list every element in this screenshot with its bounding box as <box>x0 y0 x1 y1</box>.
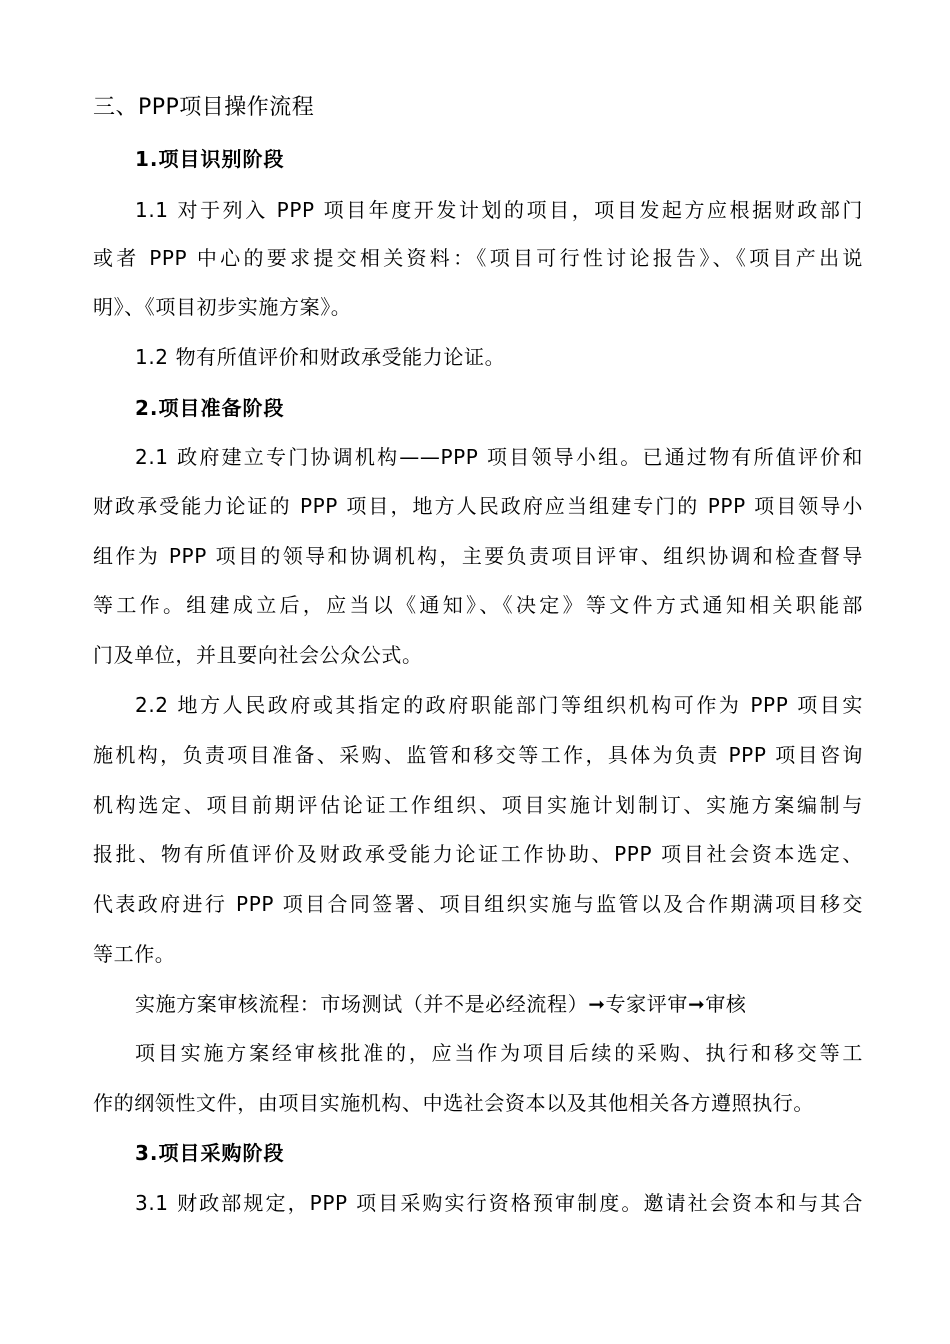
paragraph-2-1-line-4: 等工作。组建成立后，应当以《通知》、《决定》等文件方式通知相关职能部 <box>93 593 863 617</box>
section-2-heading: 2.项目准备阶段 <box>135 396 285 420</box>
paragraph-2-2-line-5: 代表政府进行 PPP 项目合同签署、项目组织实施与监管以及合作期满项目移交 <box>93 892 863 916</box>
section-1-heading: 1.项目识别阶段 <box>135 147 285 171</box>
paragraph-1-2: 1.2 物有所值评价和财政承受能力论证。 <box>135 345 506 369</box>
paragraph-2-2-line-4: 报批、物有所值评价及财政承受能力论证工作协助、PPP 项目社会资本选定、 <box>93 842 863 866</box>
paragraph-2-1-line-2: 财政承受能力论证的 PPP 项目，地方人民政府应当组建专门的 PPP 项目领导小 <box>93 494 863 518</box>
paragraph-2-1-line-5: 门及单位，并且要向社会公众公式。 <box>93 643 423 667</box>
paragraph-3-1-line-1: 3.1 财政部规定，PPP 项目采购实行资格预审制度。邀请社会资本和与其合 <box>135 1191 863 1215</box>
paragraph-2-2-line-3: 机构选定、项目前期评估论证工作组织、项目实施计划制订、实施方案编制与 <box>93 793 863 817</box>
paragraph-2-1-line-1: 2.1 政府建立专门协调机构——PPP 项目领导小组。已通过物有所值评价和 <box>135 445 863 469</box>
paragraph-2-2-line-2: 施机构，负责项目准备、采购、监管和移交等工作，具体为负责 PPP 项目咨询 <box>93 743 863 767</box>
paragraph-1-1-line-1: 1.1 对于列入 PPP 项目年度开发计划的项目，项目发起方应根据财政部门 <box>135 198 863 222</box>
paragraph-1-1-line-2: 或者 PPP 中心的要求提交相关资料：《项目可行性讨论报告》、《项目产出说 <box>93 246 863 270</box>
section-title: 三、PPP项目操作流程 <box>93 95 315 120</box>
approved-plan-line-1: 项目实施方案经审核批准的，应当作为项目后续的采购、执行和移交等工 <box>135 1041 863 1065</box>
review-flow-line: 实施方案审核流程：市场测试（并不是必经流程）➞专家评审➞审核 <box>135 992 747 1016</box>
paragraph-2-2-line-6: 等工作。 <box>93 942 176 966</box>
section-3-heading: 3.项目采购阶段 <box>135 1141 285 1165</box>
paragraph-2-1-line-3: 组作为 PPP 项目的领导和协调机构，主要负责项目评审、组织协调和检查督导 <box>93 544 863 568</box>
paragraph-2-2-line-1: 2.2 地方人民政府或其指定的政府职能部门等组织机构可作为 PPP 项目实 <box>135 693 863 717</box>
paragraph-1-1-line-3: 明》、《项目初步实施方案》。 <box>93 295 352 319</box>
approved-plan-line-2: 作的纲领性文件，由项目实施机构、中选社会资本以及其他相关各方遵照执行。 <box>93 1091 814 1115</box>
